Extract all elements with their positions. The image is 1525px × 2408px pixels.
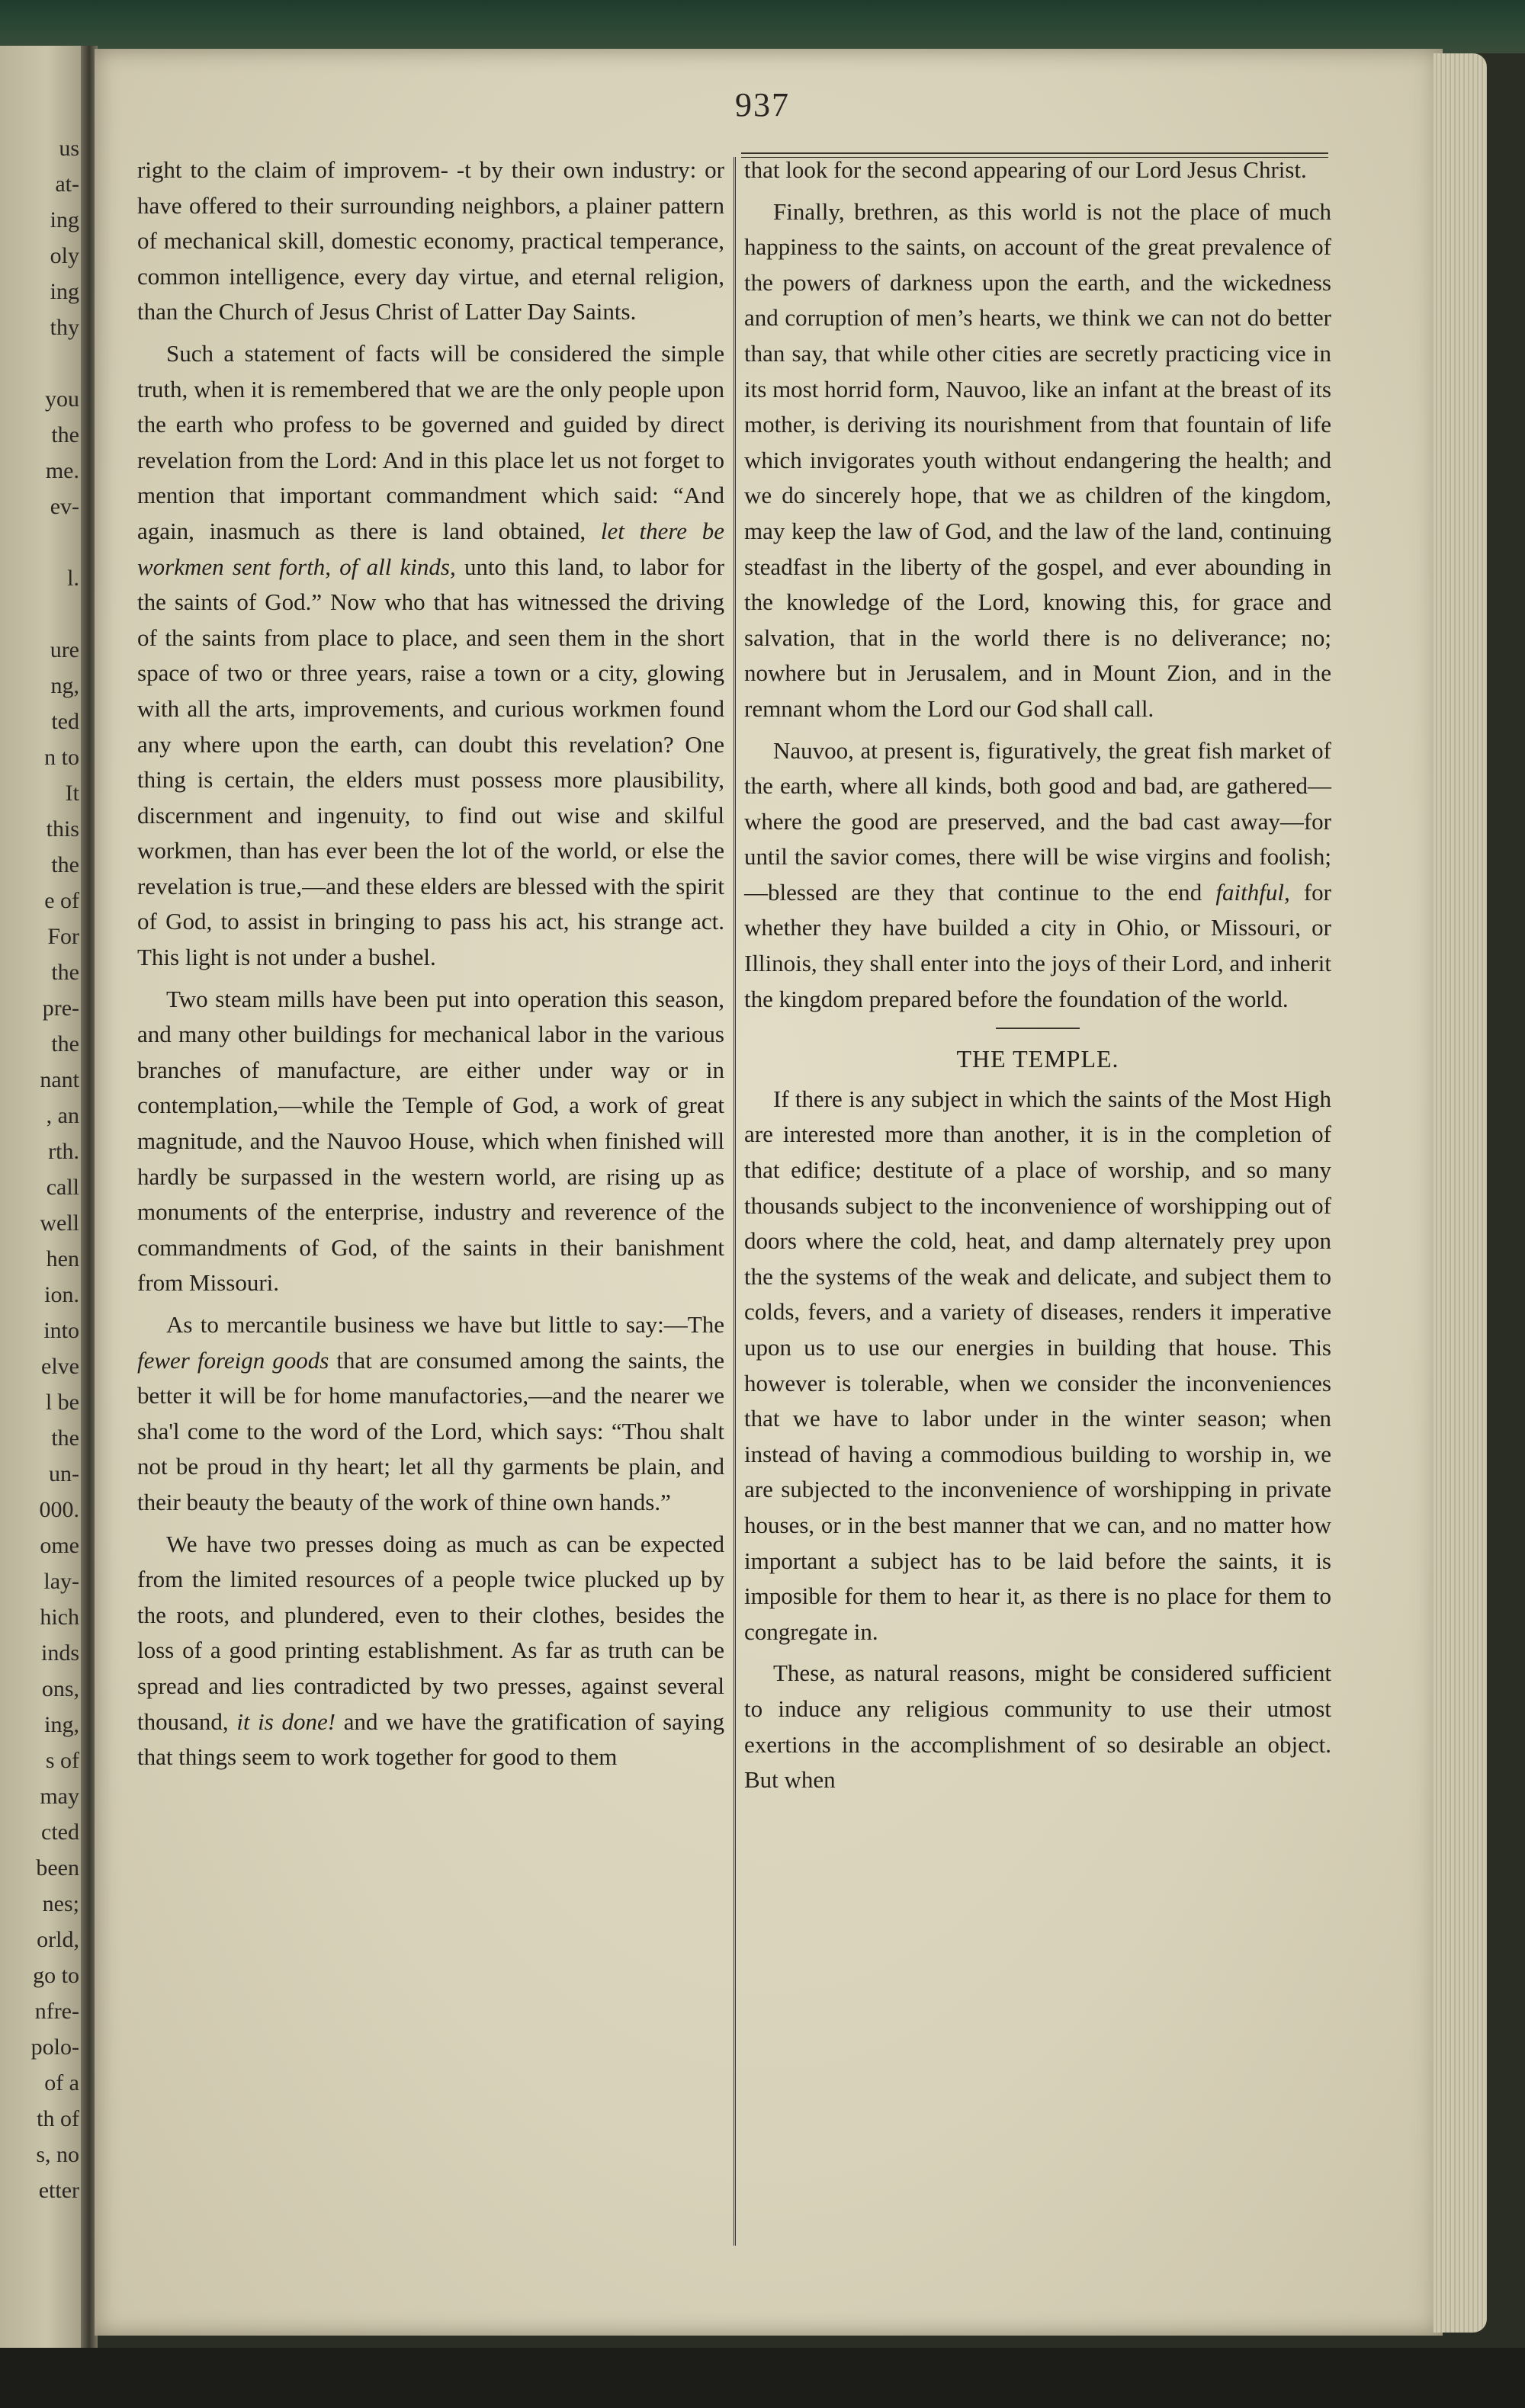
section-heading: THE TEMPLE. [956, 1045, 1119, 1073]
prev-page-fragment: e of [44, 888, 79, 913]
prev-page-fragment: nfre- [34, 1999, 79, 2024]
prev-page-fragment: go to [33, 1963, 79, 1988]
prev-page-fragment: th of [37, 2106, 79, 2131]
prev-page-fragment: the [51, 852, 79, 877]
prev-page-fragment: been [36, 1855, 79, 1881]
prev-page-fragment: lay- [43, 1569, 79, 1594]
prev-page-fragment: the [51, 422, 79, 447]
prev-page-fragment: hich [40, 1605, 79, 1630]
prev-page-fragment: nes; [42, 1891, 79, 1916]
prev-page-fragment: ing [50, 279, 79, 304]
background-surface [0, 2348, 1525, 2408]
prev-page-fragment: the [51, 960, 79, 985]
prev-page-fragment: ing [50, 207, 79, 232]
prev-page-fragment: call [46, 1175, 79, 1200]
prev-page-fragment: pre- [42, 996, 79, 1021]
prev-page-fragment: thy [50, 315, 79, 340]
prev-page-fragment: l. [67, 566, 79, 591]
prev-page-fragment: into [43, 1318, 79, 1343]
paragraph: As to mercantile business we have but little to say:—The fewer foreign goods that are consumed among the saints, the better it will be for home manufactories,—and the nearer we sha'l come to the word of the Lord, which says: “Thou shalt not be proud in thy heart; let all thy garments be plain, and their beauty the beauty of the work of thine own hands.” [137, 1311, 724, 1515]
prev-page-fragment: oly [50, 243, 79, 268]
section-rule [996, 1028, 1080, 1029]
prev-page-fragment: elve [41, 1354, 79, 1379]
paragraph: These, as natural reasons, might be considered sufficient to induce any religious community to use their utmost exertions in the accomplishment of so desirable an object. But when [744, 1659, 1331, 1794]
prev-page-fragment: It [65, 781, 79, 806]
prev-page-fragment: ev- [50, 494, 79, 519]
page-edges [1434, 53, 1487, 2333]
prev-page-fragment: orld, [37, 1927, 79, 1952]
prev-page-fragment: this [46, 816, 79, 842]
prev-page-fragment: hen [46, 1246, 79, 1271]
paragraph: right to the claim of improvem- -t by their own industry: or have offered to their surrounding neighbors, a plainer pattern of mechanical skill, domestic economy, practical temperance, common intelligence, every day virtue, and eternal religion, than the Church of Jesus Christ of Latter Day Saints. [137, 156, 724, 325]
prev-page-fragment: s of [45, 1748, 79, 1773]
previous-page-edge [0, 46, 85, 2348]
paragraph: that look for the second appearing of our Lord Jesus Christ. [744, 156, 1307, 183]
prev-page-fragment: For [47, 924, 79, 949]
paragraph: Finally, brethren, as this world is not the place of much happiness to the saints, on account of the great prevalence of the powers of darkness upon the earth, and the wickedness and corruption of men’s hearts, we think we can not do better than say, that while other cities are secretly practicing vice in its most horrid form, Nauvoo, like an infant at the breast of its mother, is deriving its nourishment from that fountain of life which invigorates youth without endangering the health; and we do sincerely hope, that we as children of the kingdom, may keep the law of God, and the law of the land, continuing steadfast in the liberty of the gospel, and ever abounding in the knowledge of the Lord, knowing this, for grace and salvation, that in the world there is no deliverance; no; nowhere but in Jerusalem, and in Mount Zion, and in the remnant whom the Lord our God shall call. [744, 197, 1331, 722]
prev-page-fragment: , an [46, 1103, 79, 1128]
prev-page-fragment: may [40, 1784, 79, 1809]
prev-page-fragment: polo- [30, 2034, 79, 2060]
prev-page-fragment: l be [45, 1390, 79, 1415]
prev-page-fragment: ng, [50, 673, 79, 698]
prev-page-fragment: cted [41, 1820, 79, 1845]
prev-page-fragment: us [59, 136, 79, 161]
prev-page-fragment: ted [51, 709, 79, 734]
paragraph: If there is any subject in which the saints of the Most High are interested more than another, it is in the completion of that edifice; destitute of a place of worship, and so many thousands subject to the inconvenience of worshipping out of doors where the cold, heat, and damp alternately prey upon the the systems of the weak and delicate, and subject them to colds, fevers, and a variety of diseases, renders it imperative upon us to use our energies in building that house. This however is tolerable, when we consider the inconveniences that we have to labor under in the winter season; when instead of having a commodious building to worship in, we are subjected to the inconvenience of worshipping in private houses, or in the best manner that we can, and no matter how important a subject has to be laid before the saints, it is imposible for them to hear it, as there is no place for them to congregate in. [744, 1085, 1331, 1645]
prev-page-fragment: ing, [44, 1712, 79, 1737]
prev-page-fragment: me. [45, 458, 79, 483]
prev-page-fragment: nant [40, 1067, 79, 1092]
prev-page-fragment: s, no [36, 2142, 79, 2167]
prev-page-fragment: ion. [44, 1282, 79, 1307]
book-binding [0, 0, 1525, 53]
prev-page-fragment: ome [40, 1533, 79, 1558]
prev-page-fragment: of a [44, 2070, 79, 2095]
prev-page-fragment: the [51, 1031, 79, 1057]
prev-page-fragment: ons, [41, 1676, 79, 1701]
prev-page-fragment: well [40, 1210, 79, 1236]
prev-page-fragment: rth. [48, 1139, 79, 1164]
prev-page-fragment: ure [50, 637, 79, 662]
prev-page-fragment: etter [38, 2178, 79, 2203]
column-divider [734, 157, 736, 2246]
prev-page-fragment: at- [55, 172, 79, 197]
paragraph: Nauvoo, at present is, figuratively, the great fish market of the earth, where all kinds, both good and bad, are gathered—where the good are preserved, and the bad cast away—for until the savior comes, there will be wise virgins and foolish;—blessed are they that continue to the end faithful, for whether they have builded a city in Ohio, or Missouri, or Illinois, they shall enter into the joys of their Lord, and inherit the kingdom prepared before the foundation of the world. [744, 736, 1331, 1012]
prev-page-fragment: un- [49, 1461, 79, 1486]
left-column [137, 152, 724, 1775]
prev-page-fragment: n to [44, 745, 79, 770]
prev-page-fragment: inds [40, 1640, 79, 1666]
prev-page-fragment: 000. [39, 1497, 79, 1522]
prev-page-fragment: the [51, 1425, 79, 1451]
paragraph: Such a statement of facts will be considered the simple truth, when it is remembered that we are the only people upon the earth who profess to be governed and guided by direct revelation from the Lord: And in this place let us not forget to mention that important commandment which said: “And again, inasmuch as there is land obtained, let there be workmen sent forth, of all kinds, unto this land, to labor for the saints of God.” Now who that has witnessed the driving of the saints from place to place, and seen them in the short space of two or three years, raise a town or a city, glowing with all the arts, improvements, and curious workmen found any where upon the earth, can doubt this revelation? One thing is certain, the elders must possess more plausibility, discernment and ingenuity, to find out wise and skilful workmen, than has ever been the lot of the world, or else the revelation is true,—and these elders are blessed with the spirit of God, to assist in bringing to pass his act, his strange act. This light is not under a bushel. [137, 339, 725, 971]
paragraph: Two steam mills have been put into operation this season, and many other buildings for mechanical labor in the various branches of manufacture, are either under way or in contemplation,—while the Temple of God, a work of great magnitude, and the Nauvoo House, which when finished will hardly be surpassed in the western world, are rising up as monuments of the enterprise, industry and reverence of the commandments of God, of the saints in their banishment from Missouri. [137, 985, 724, 1297]
right-column [744, 152, 1331, 1798]
page-number: 937 [735, 86, 790, 123]
paragraph: We have two presses doing as much as can be expected from the limited resources of a people twice plucked up by the roots, and plundered, even to their clothes, besides the loss of a good printing establishment. As far as truth can be spread and lies contradicted by two presses, against several thousand, it is done! and we have the gratification of saying that things seem to work together for good to them [137, 1530, 725, 1771]
prev-page-fragment: you [45, 386, 79, 412]
